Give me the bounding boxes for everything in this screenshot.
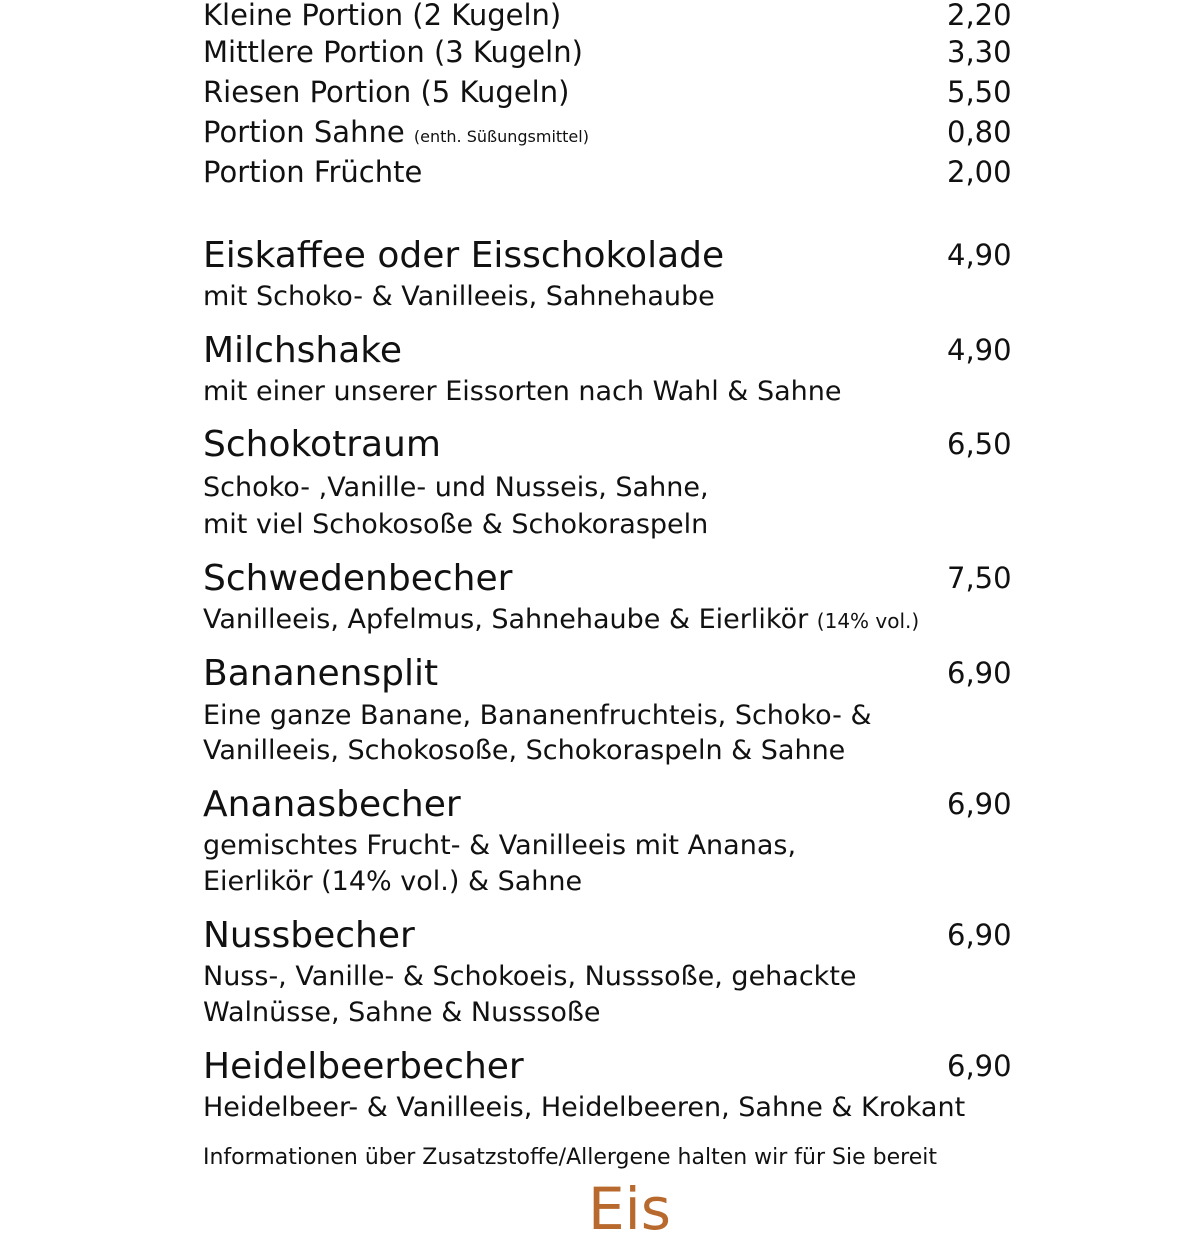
- portion-label: Mittlere Portion (3 Kugeln): [203, 35, 583, 69]
- item-name: Eiskaffee oder Eisschokolade: [203, 235, 725, 276]
- portion-price: 5,50: [947, 75, 1012, 109]
- item-name: Nussbecher: [203, 915, 415, 956]
- item-description: Nuss-, Vanille- & Schokoeis, Nusssoße, gehackte: [203, 961, 857, 992]
- item-name: Schwedenbecher: [203, 558, 513, 599]
- item-name: Heidelbeerbecher: [203, 1046, 524, 1087]
- item-price: 4,90: [947, 238, 1012, 272]
- portion-note: (enth. Süßungsmittel): [413, 127, 589, 146]
- item-price: 7,50: [947, 561, 1012, 595]
- item-description: mit einer unserer Eissorten nach Wahl & Sahne: [203, 376, 842, 407]
- item-description: mit Schoko- & Vanilleeis, Sahnehaube: [203, 281, 715, 312]
- item-description: Vanilleeis, Schokosoße, Schokoraspeln & Sahne: [203, 735, 846, 766]
- item-name: Milchshake: [203, 330, 403, 371]
- portion-price: 2,00: [947, 155, 1012, 189]
- allergen-info: Informationen über Zusatzstoffe/Allergene halten wir für Sie bereit: [203, 1145, 937, 1170]
- item-price: 6,50: [947, 427, 1012, 461]
- portion-price: 0,80: [947, 115, 1012, 149]
- item-price: 6,90: [947, 1049, 1012, 1083]
- item-price: 6,90: [947, 787, 1012, 821]
- item-price: 4,90: [947, 333, 1012, 367]
- item-price: 6,90: [947, 656, 1012, 690]
- item-name: Ananasbecher: [203, 784, 461, 825]
- item-description: mit viel Schokosoße & Schokoraspeln: [203, 509, 709, 540]
- item-description: Heidelbeer- & Vanilleeis, Heidelbeeren, Sahne & Krokant: [203, 1092, 966, 1123]
- item-description: Vanilleeis, Apfelmus, Sahnehaube & Eierlikör: [203, 604, 809, 635]
- item-price: 6,90: [947, 918, 1012, 952]
- portion-label-with-note: [203, 115, 589, 149]
- item-note: (14% vol.): [816, 609, 920, 633]
- item-description: Schoko- ,Vanille- und Nusseis, Sahne,: [203, 472, 709, 503]
- item-name: Bananensplit: [203, 653, 439, 694]
- item-name: Schokotraum: [203, 424, 441, 465]
- item-description: gemischtes Frucht- & Vanilleeis mit Ananas,: [203, 830, 797, 861]
- portion-label: Riesen Portion (5 Kugeln): [203, 75, 570, 109]
- portion-label: Portion Früchte: [203, 155, 423, 189]
- item-description-with-note: [203, 606, 919, 633]
- item-description: Eine ganze Banane, Bananenfruchteis, Schoko- &: [203, 700, 872, 731]
- item-description: Eierlikör (14% vol.) & Sahne: [203, 866, 583, 897]
- portion-price: 3,30: [947, 35, 1012, 69]
- logo-text: Eis: [588, 1175, 671, 1243]
- portion-label: Portion Sahne: [203, 115, 405, 149]
- portion-price: 2,20: [947, 0, 1012, 32]
- portion-label: Kleine Portion (2 Kugeln): [203, 0, 562, 32]
- item-description: Walnüsse, Sahne & Nusssoße: [203, 997, 601, 1028]
